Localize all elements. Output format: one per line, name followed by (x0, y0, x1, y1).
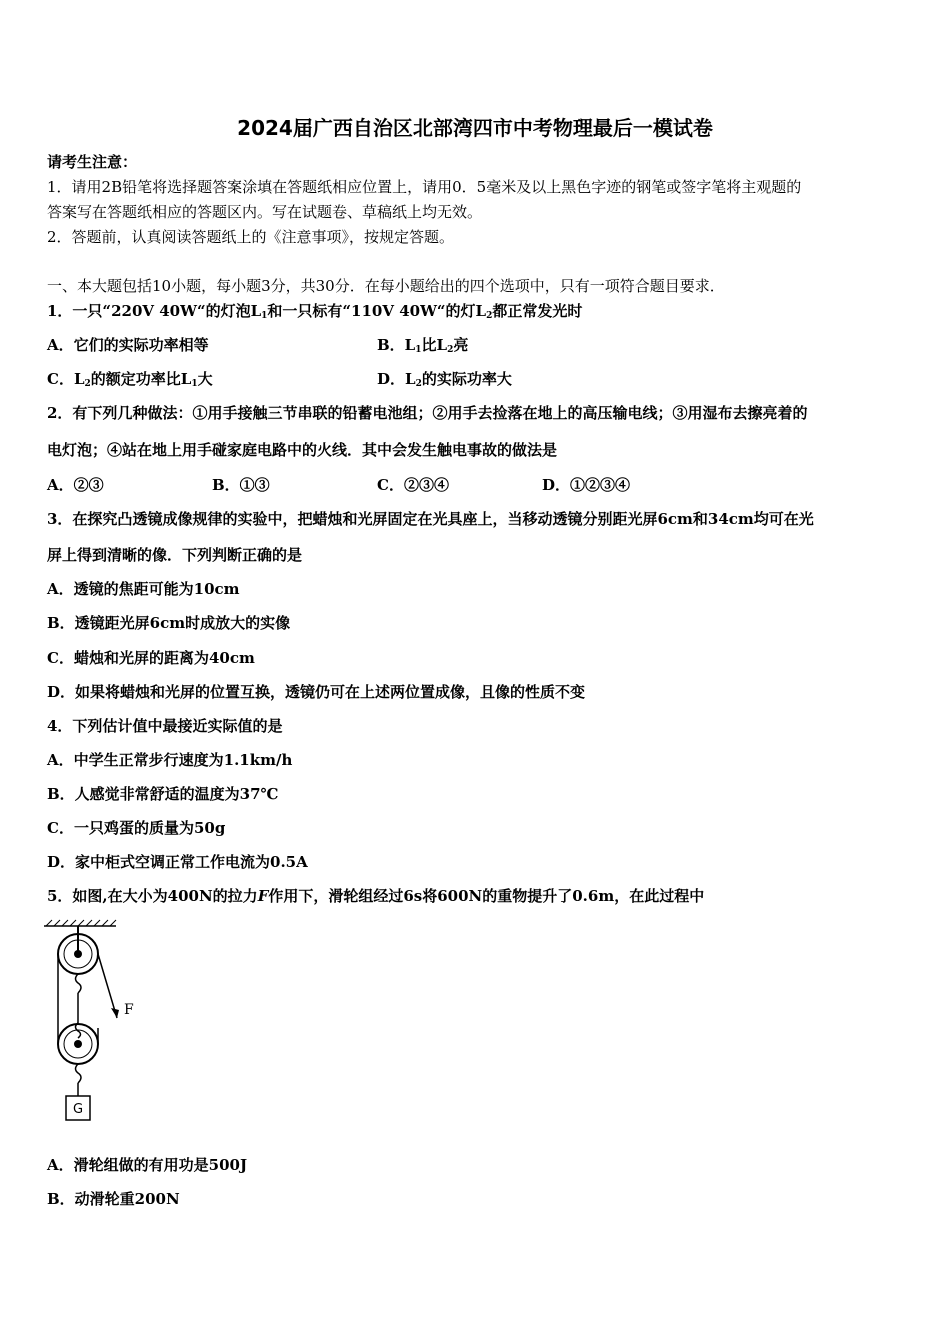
q4-option-c: C．一只鸡蛋的质量为50g (47, 819, 226, 837)
q3-option-d: D．如果将蜡烛和光屏的位置互换，透镜仍可在上述两位置成像，且像的性质不变 (47, 683, 586, 701)
q3-option-b: B．透镜距光屏6cm时成放大的实像 (47, 614, 291, 632)
q2-option-c: C．②③④ (377, 476, 449, 494)
q2-option-d: D．①②③④ (542, 476, 631, 494)
notice-item-1: 1．请用2B铅笔将选择题答案涂填在答题纸相应位置上，请用0．5毫米及以上黑色字迹的钢笔或签字笔将主观题的 (47, 178, 802, 196)
q1-option-d: D．$L_2$的实际功率大 (377, 370, 512, 389)
q5-option-a: A．滑轮组做的有用功是500J (47, 1156, 248, 1174)
section-heading: 一、本大题包括10小题，每小题3分，共30分．在每小题给出的四个选项中，只有一项符合题目要求． (47, 277, 725, 295)
q4-option-a: A．中学生正常步行速度为1.1km/h (47, 751, 293, 769)
q2-stem-line2: 电灯泡；④站在地上用手碰家庭电路中的火线．其中会发生触电事故的做法是 (47, 441, 558, 459)
q4-option-d: D．家中柜式空调正常工作电流为0.5A (47, 853, 308, 871)
notice-heading: 请考生注意： (47, 153, 138, 171)
q4-stem: 4．下列估计值中最接近实际值的是 (47, 717, 283, 735)
force-label: F (124, 1002, 134, 1018)
q1-option-a: A．它们的实际功率相等 (47, 336, 209, 354)
q1-stem: 1．一只“220V 40W“的灯泡$L_1$和一只标有“110V 40W“的灯$L_2$都正常发光时 (47, 302, 583, 321)
q3-option-a: A．透镜的焦距可能为10cm (47, 580, 240, 598)
q2-option-b: B．①③ (212, 476, 270, 494)
q5-stem: 5．如图,在大小为400N的拉力F作用下，滑轮组经过6s将600N的重物提升了0.6m，在此过程中 (47, 887, 705, 905)
q1-option-b: B．$L_1$比$L_2$亮 (377, 336, 469, 355)
q5-option-b: B．动滑轮重200N (47, 1190, 180, 1208)
q3-stem-line2: 屏上得到清晰的像．下列判断正确的是 (47, 546, 303, 564)
q3-stem-line1: 3．在探究凸透镜成像规律的实验中，把蜡烛和光屏固定在光具座上，当移动透镜分别距光屏6cm和34cm均可在光 (47, 510, 814, 528)
pulley-figure (40, 918, 150, 1128)
q1-option-c: C．$L_2$的额定功率比$L_1$大 (47, 370, 213, 389)
q2-option-a: A．②③ (47, 476, 104, 494)
q2-stem-line1: 2．有下列几种做法：①用手接触三节串联的铅蓄电池组；②用手去捡落在地上的高压输电线；③用湿布去擦亮着的 (47, 404, 808, 422)
page-title: 2024届广西自治区北部湾四市中考物理最后一模试卷 (237, 116, 713, 140)
q3-option-c: C．蜡烛和光屏的距离为40cm (47, 649, 255, 667)
q4-option-b: B．人感觉非常舒适的温度为37℃ (47, 785, 279, 803)
notice-item-2: 2．答题前，认真阅读答题纸上的《注意事项》，按规定答题。 (47, 228, 455, 246)
notice-item-1-cont: 答案写在答题纸相应的答题区内。写在试题卷、草稿纸上均无效。 (47, 203, 483, 221)
weight-label: G (72, 1102, 84, 1117)
